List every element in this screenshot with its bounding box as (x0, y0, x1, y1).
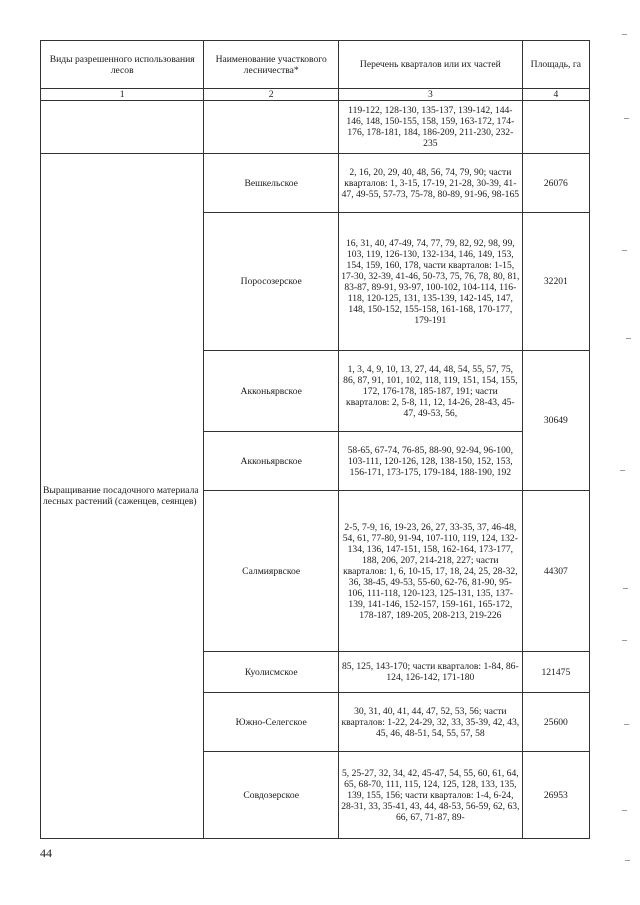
forestry-name: Акконьярвское (204, 432, 339, 491)
header-quarters: Перечень кварталов или их частей (338, 41, 522, 89)
quarters-cell: 58-65, 67-74, 76-85, 88-90, 92-94, 96-100, 103-111, 120-126, 128, 138-150, 152, 153, 156-171, 173-175, 179-184, 188-190, 192 (338, 432, 522, 491)
area-value: 32201 (522, 213, 589, 351)
page-number: 44 (40, 846, 52, 860)
quarters-cell: 16, 31, 40, 47-49, 74, 77, 79, 82, 92, 98, 99, 103, 119, 126-130, 132-134, 146, 149, 153, 154, 159, 160, 178, части кварталов: 1-15, 17-30, 32-39, 41-46, 50-73, 75, 76, 78, 80, 81, 83-87, 89-91, 93-97, 100-102, 104-114, 116-118, 120-125, 131, 135-139, 142-145, 147, 148, 150-152, 155-158, 161-168, 170-177, 179-191 (338, 213, 522, 351)
forestry-name: Вешкельское (204, 154, 339, 213)
header-area: Площадь, га (522, 41, 589, 89)
column-number: 2 (204, 89, 339, 101)
quarters-cell: 2, 16, 20, 29, 40, 48, 56, 74, 79, 90; части кварталов: 1, 3-15, 17-19, 21-28, 30-39, 41-47, 49-55, 57-73, 75-78, 80-89, 91-96, 98-165 (338, 154, 522, 213)
forestry-name: Южно-Селегское (204, 693, 339, 752)
forestry-name: Совдозерское (204, 752, 339, 839)
forestry-name: Акконьярвское (204, 351, 339, 432)
quarters-cell: 30, 31, 40, 41, 44, 47, 52, 53, 56; части кварталов: 1-22, 24-29, 32, 33, 35-39, 42, 43, 45, 46, 48-51, 54, 55, 57, 58 (338, 693, 522, 752)
column-number: 1 (41, 89, 204, 101)
quarters-cell: 2-5, 7-9, 16, 19-23, 26, 27, 33-35, 37, 46-48, 54, 61, 77-80, 91-94, 107-110, 119, 124, 132-134, 136, 147-151, 158, 162-164, 173-177, 188, 206, 207, 214-218, 227; части кварталов: 1, 6, 10-15, 17, 18, 24, 25, 28-32, 36, 38-45, 49-53, 55-60, 62-76, 81-90, 95-106, 111-118, 120-123, 125-131, 135, 137-139, 141-146, 152-157, 159-161, 165-172, 178-187, 189-205, 208-213, 219-226 (338, 491, 522, 652)
forestry-name: Поросозерское (204, 213, 339, 351)
area-cell-empty (522, 101, 589, 154)
column-number-row (41, 89, 590, 101)
forestry-name: Салмиярвское (204, 491, 339, 652)
area-value: 121475 (522, 652, 589, 693)
forestry-cell-empty (204, 101, 339, 154)
quarters-cell: 119-122, 128-130, 135-137, 139-142, 144-146, 148, 150-155, 158, 159, 163-172, 174-176, 178-181, 184, 186-209, 211-230, 232-235 (338, 101, 522, 154)
area-value: 26953 (522, 752, 589, 839)
header-row (41, 41, 590, 89)
area-value: 26076 (522, 154, 589, 213)
column-number: 3 (338, 89, 522, 101)
use-type-cell-empty (41, 101, 204, 154)
quarters-cell: 85, 125, 143-170; части кварталов: 1-84, 86-124, 126-142, 171-180 (338, 652, 522, 693)
forestry-name: Куолисмское (204, 652, 339, 693)
area-value: 44307 (522, 491, 589, 652)
area-value: 25600 (522, 693, 589, 752)
quarters-cell: 5, 25-27, 32, 34, 42, 45-47, 54, 55, 60, 61, 64, 65, 68-70, 111, 115, 124, 125, 128, 133, 135, 139, 155, 156; части кварталов: 1-4, 6-24, 28-31, 33, 35-41, 43, 44, 48-53, 56-59, 62, 63, 66, 67, 71-87, 89- (338, 752, 522, 839)
use-type-cell: Выращивание посадочного материала лесных растений (саженцев, сеянцев) (41, 154, 204, 839)
header-use-type: Виды разрешенного использования лесов (41, 41, 204, 89)
forest-use-table (40, 40, 590, 839)
header-forestry: Наименование участкового лесничества* (204, 41, 339, 89)
quarters-cell: 1, 3, 4, 9, 10, 13, 27, 44, 48, 54, 55, 57, 75, 86, 87, 91, 101, 102, 118, 119, 151, 154, 155, 172, 176-178, 185-187, 191; части кварталов: 2, 5-8, 11, 12, 14-26, 28-43, 45-47, 49-53, 56, (338, 351, 522, 432)
area-value: 30649 (522, 351, 589, 491)
table-row (41, 154, 590, 213)
column-number: 4 (522, 89, 589, 101)
table-row (41, 101, 590, 154)
